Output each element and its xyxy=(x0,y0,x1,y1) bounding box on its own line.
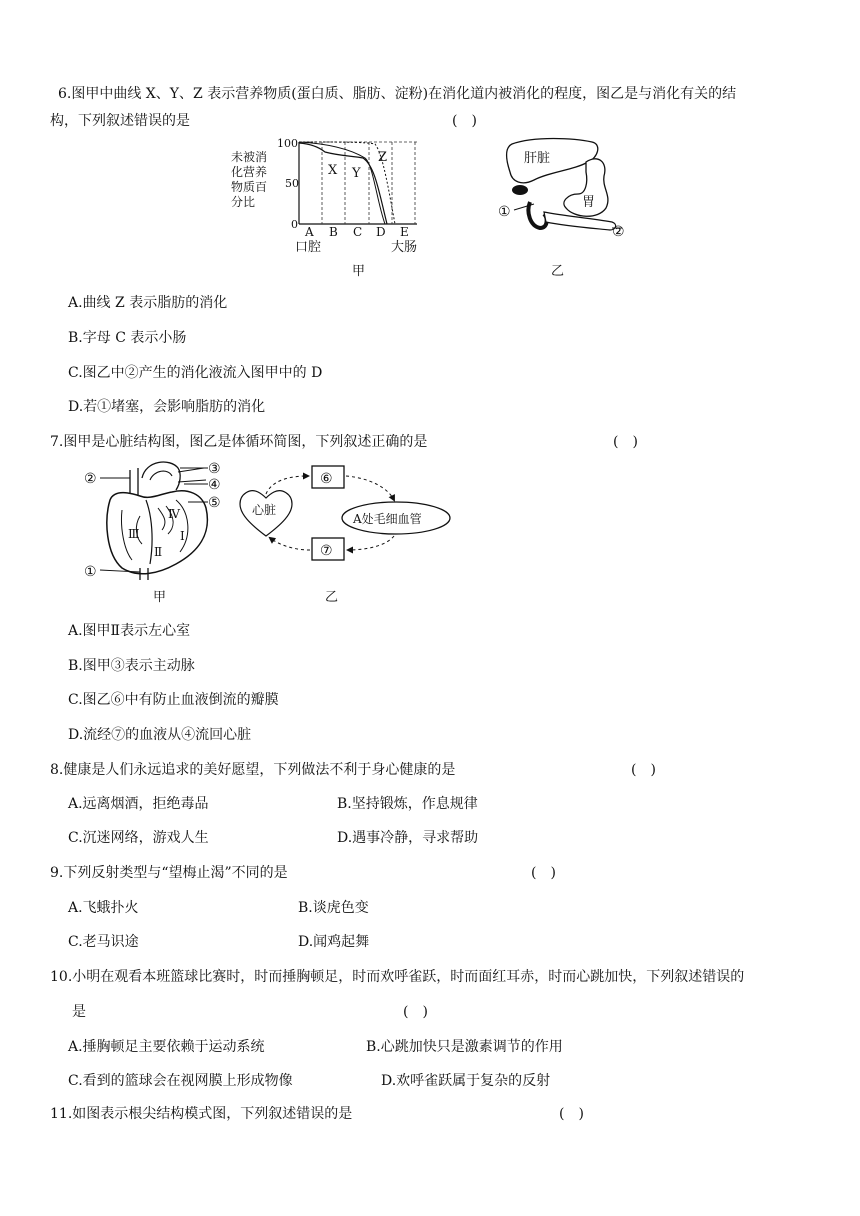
circulation-box-7-label: ⑦ xyxy=(320,543,333,559)
q9-answer-blank: ( ) xyxy=(531,865,556,881)
q6-answer-blank: ( ) xyxy=(452,113,477,129)
chart-xtick-b: B xyxy=(329,225,338,239)
capillary-label: A处毛细血管 xyxy=(353,512,422,526)
q8-option-c: C.沉迷网络，游戏人生 xyxy=(68,830,209,846)
q6-digestive-organs-figure xyxy=(494,132,634,247)
q9-stem: 9.下列反射类型与“望梅止渴”不同的是 xyxy=(50,865,288,881)
chart-ytick-0: 0 xyxy=(291,218,298,231)
q6-option-a: A.曲线 Z 表示脂肪的消化 xyxy=(68,295,228,311)
q7-option-a: A.图甲Ⅱ表示左心室 xyxy=(68,623,191,639)
q10-option-c: C.看到的篮球会在视网膜上形成物像 xyxy=(68,1073,293,1089)
q6-stem-line2: 构，下列叙述错误的是 xyxy=(50,113,190,129)
chart-ylabel-4: 分比 xyxy=(231,195,256,209)
chamber-label-i: Ⅰ xyxy=(180,529,185,543)
duodenum-shape xyxy=(528,202,546,228)
q8-option-a: A.远离烟酒，拒绝毒品 xyxy=(68,796,209,812)
q7-option-c: C.图乙⑥中有防止血液倒流的瓣膜 xyxy=(68,692,279,708)
chart-xtick-a: A xyxy=(305,225,314,239)
q10-option-b: B.心跳加快只是激素调节的作用 xyxy=(366,1039,563,1055)
chart-xtick-c: C xyxy=(353,225,363,239)
circulation-box-6-label: ⑥ xyxy=(320,471,333,487)
organ-mark-2: ② xyxy=(612,224,625,240)
liver-label: 肝脏 xyxy=(524,151,551,166)
q10-option-a: A.捶胸顿足主要依赖于运动系统 xyxy=(68,1039,265,1055)
organ-mark-1: ① xyxy=(498,204,511,220)
q6-fig-jia-caption: 甲 xyxy=(352,264,366,279)
q7-fig-jia-caption: 甲 xyxy=(153,590,167,605)
chart-ylabel-2: 化营养 xyxy=(231,165,268,179)
chart-xlabel-large-intestine: 大肠 xyxy=(391,240,418,255)
heart-mark-3: ③ xyxy=(208,461,221,477)
q6-option-d: D.若①堵塞，会影响脂肪的消化 xyxy=(68,399,266,415)
q6-option-b: B.字母 C 表示小肠 xyxy=(68,330,187,346)
q10-stem-line1: 10.小明在观看本班篮球比赛时，时而捶胸顿足，时而欢呼雀跃，时而面红耳赤，时而心跳加快，下列叙述错误的 xyxy=(50,969,745,985)
q6-stem-line1: 6.图甲中曲线 X、Y、Z 表示营养物质(蛋白质、脂肪、淀粉)在消化道内被消化的程度，图乙是与消化有关的结 xyxy=(58,86,737,102)
q10-option-d: D.欢呼雀跃属于复杂的反射 xyxy=(381,1073,551,1089)
curve-label-x: X xyxy=(328,163,338,178)
q7-answer-blank: ( ) xyxy=(613,434,638,450)
chart-ylabel-1: 未被消 xyxy=(231,150,268,164)
curve-label-z: Z xyxy=(378,150,388,165)
gallbladder-shape xyxy=(512,185,528,195)
q9-option-a: A.飞蛾扑火 xyxy=(68,900,139,916)
heart-mark-5: ⑤ xyxy=(208,495,221,511)
heart-mark-4: ④ xyxy=(208,477,221,493)
curve-label-y: Y xyxy=(352,166,361,181)
q7-option-b: B.图甲③表示主动脉 xyxy=(68,658,195,674)
chamber-label-iii: Ⅲ xyxy=(128,527,140,541)
q9-option-b: B.谈虎色变 xyxy=(298,900,369,916)
q11-stem: 11.如图表示根尖结构模式图，下列叙述错误的是 xyxy=(50,1106,353,1122)
q7-option-d: D.流经⑦的血液从④流回心脏 xyxy=(68,727,252,743)
heart-mark-2: ② xyxy=(84,471,97,487)
chamber-label-ii: Ⅱ xyxy=(154,545,163,559)
q9-option-c: C.老马识途 xyxy=(68,934,139,950)
chart-ytick-100: 100 xyxy=(277,137,298,150)
q7-circulation-figure xyxy=(236,460,456,584)
q6-fig-yi-caption: 乙 xyxy=(551,264,565,279)
q10-stem-line2: 是 xyxy=(72,1004,86,1020)
chart-xtick-e: E xyxy=(400,225,409,239)
q8-stem: 8.健康是人们永远追求的美好愿望，下列做法不利于身心健康的是 xyxy=(50,762,456,778)
q8-option-d: D.遇事冷静，寻求帮助 xyxy=(337,830,479,846)
heart-mark-1: ① xyxy=(84,564,97,580)
chamber-label-iv: Ⅳ xyxy=(168,507,180,521)
q7-stem: 7.图甲是心脏结构图，图乙是体循环简图，下列叙述正确的是 xyxy=(50,434,428,450)
q6-option-c: C.图乙中②产生的消化液流入图甲中的 D xyxy=(68,365,323,381)
chart-ylabel-3: 物质百 xyxy=(231,180,268,194)
q8-option-b: B.坚持锻炼，作息规律 xyxy=(337,796,478,812)
q9-option-d: D.闻鸡起舞 xyxy=(298,934,370,950)
q8-answer-blank: ( ) xyxy=(631,762,656,778)
q11-answer-blank: ( ) xyxy=(559,1106,584,1122)
liver-shape xyxy=(507,139,598,183)
stomach-label: 胃 xyxy=(582,195,596,210)
chart-xlabel-mouth: 口腔 xyxy=(295,240,322,255)
q7-fig-yi-caption: 乙 xyxy=(325,590,339,605)
q7-heart-figure xyxy=(80,456,240,584)
q10-answer-blank: ( ) xyxy=(403,1004,428,1020)
circulation-heart-label: 心脏 xyxy=(252,503,277,517)
chart-ytick-50: 50 xyxy=(285,177,299,190)
chart-xtick-d: D xyxy=(376,225,386,239)
q6-digestion-chart xyxy=(225,132,435,260)
